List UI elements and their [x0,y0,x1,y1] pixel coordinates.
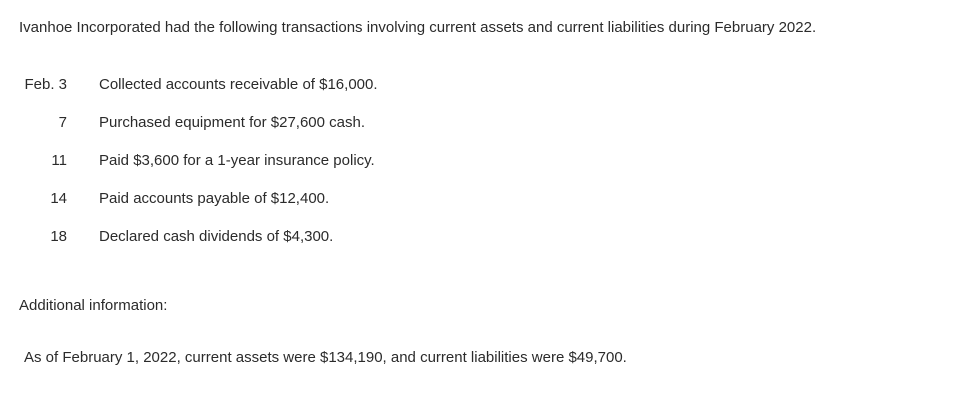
additional-information-heading: Additional information: [19,297,168,314]
transaction-description: Paid accounts payable of $12,400. [99,190,330,207]
transaction-row [19,218,378,256]
transactions-table [19,66,378,256]
as-of-statement: As of February 1, 2022, current assets were $134,190, and current liabilities were $49,700. [24,349,627,366]
transaction-description: Collected accounts receivable of $16,000. [99,76,378,93]
transaction-description: Purchased equipment for $27,600 cash. [99,114,366,131]
transaction-row [19,180,378,218]
transaction-description: Paid $3,600 for a 1-year insurance policy. [99,152,375,169]
problem-intro: Ivanhoe Incorporated had the following transactions involving current assets and current liabilities during February 2022. [19,19,817,36]
transaction-row [19,66,378,104]
transaction-date: Feb. 3 [24,76,67,93]
transaction-date: 11 [51,152,67,169]
transaction-row [19,142,378,180]
transaction-date: 14 [50,190,67,207]
transaction-description: Declared cash dividends of $4,300. [99,228,334,245]
transaction-row [19,104,378,142]
transaction-date: 7 [58,114,67,131]
transaction-date: 18 [50,228,67,245]
